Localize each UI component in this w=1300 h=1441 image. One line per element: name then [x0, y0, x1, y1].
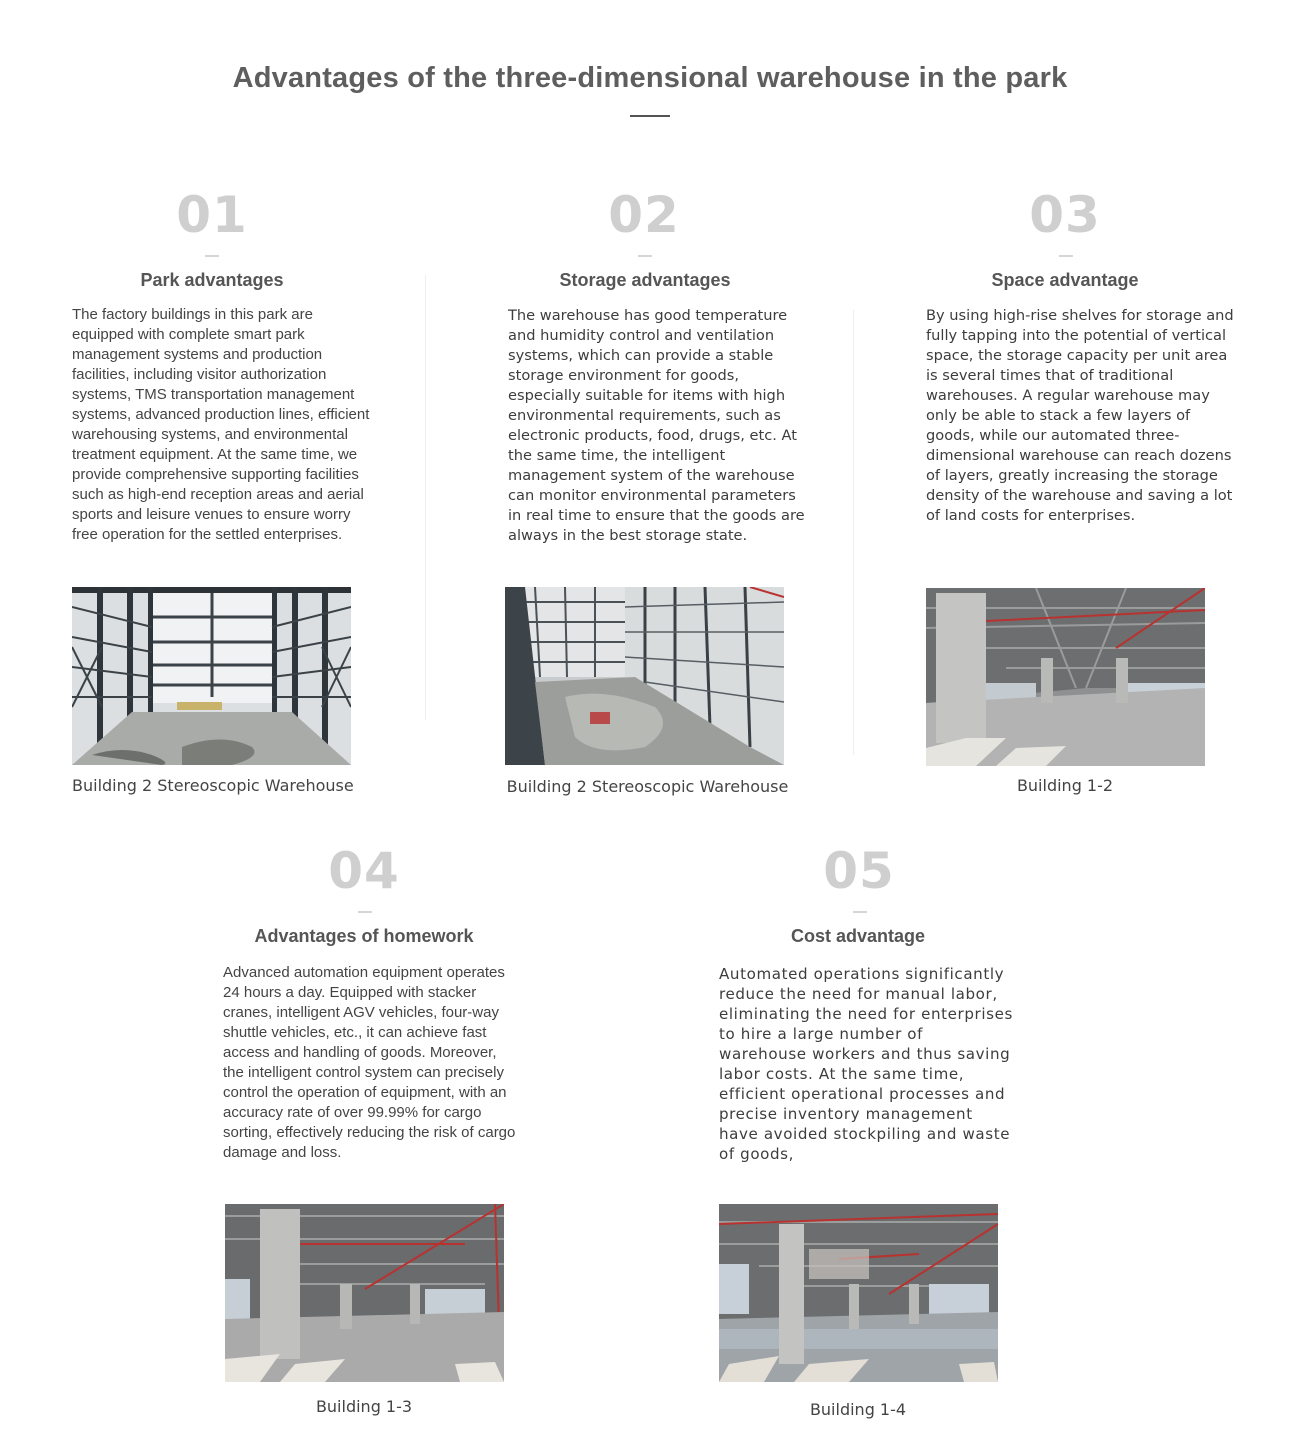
photo-caption: Building 2 Stereoscopic Warehouse: [506, 777, 789, 796]
number-divider: [205, 255, 219, 257]
warehouse-steel-frame-photo: [72, 587, 351, 765]
section-heading: Space advantage: [991, 270, 1139, 290]
photo-caption: Building 1-3: [315, 1397, 413, 1416]
section-number: 05: [823, 842, 895, 900]
section-heading: Park advantages: [140, 270, 284, 290]
concrete-floor-wet-photo: [719, 1204, 998, 1382]
section-heading: Storage advantages: [559, 270, 731, 290]
section-body: Automated operations significantly reduce the need for manual labor, eliminating the need for enterprises to hire a large number of warehouse workers and thus saving labor costs. At the same time, efficient operational processes and precise inventory management have avoided stockpiling and waste of goods,: [719, 965, 1013, 1163]
section-body: The warehouse has good temperature and humidity control and ventilation systems, which can provide a stable storage environment for goods, especially suitable for items with high environmental requirements, such as electronic products, food, drugs, etc. At the same time, the intelligent management system of the warehouse can monitor environmental parameters in real time to ensure that the goods are always in the best storage state.: [508, 307, 805, 544]
number-divider: [638, 255, 652, 257]
section-number: 03: [1029, 186, 1101, 244]
section-number: 02: [608, 186, 680, 244]
section-number: 01: [176, 186, 248, 244]
title-divider: [630, 115, 670, 117]
section-body: Advanced automation equipment operates 24 hours a day. Equipped with stacker cranes, intelligent AGV vehicles, four-way shuttle vehicles, etc., it can achieve fast access and handling of goods. Moreover, the intelligent control system can precisely control the operation of equipment, with an accuracy rate of over 99.99% for cargo sorting, effectively reducing the risk of cargo damage and loss.: [223, 964, 516, 1161]
column-divider: [853, 310, 854, 755]
column-divider: [425, 275, 426, 720]
section-body: By using high-rise shelves for storage and fully tapping into the potential of vertical space, the storage capacity per unit area is several times that of traditional warehouses. A regular warehouse may only be able to stack a few layers of goods, while our automated three-dimensional warehouse can reach dozens of layers, greatly increasing the storage density of the warehouse and saving a lot of land costs for enterprises.: [926, 307, 1234, 524]
number-divider: [853, 911, 867, 913]
warehouse-interior-photo: [505, 587, 784, 765]
section-number: 04: [328, 842, 400, 900]
section-heading: Cost advantage: [790, 926, 926, 946]
section-body: The factory buildings in this park are equipped with complete smart park management systems and production facilities, including visitor authorization systems, TMS transportation management systems, advanced production lines, efficient warehousing systems, and environmental treatment equipment. At the same time, we provide comprehensive supporting facilities such as high-end reception areas and aerial sports and leisure venues to ensure worry free operation for the settled enterprises.: [72, 306, 370, 543]
photo-caption: Building 1-2: [1016, 776, 1114, 795]
photo-caption: Building 1-4: [809, 1400, 907, 1419]
number-divider: [1059, 255, 1073, 257]
photo-caption: Building 2 Stereoscopic Warehouse: [72, 776, 354, 795]
concrete-floor-photo: [926, 588, 1205, 766]
page-title: Advantages of the three-dimensional warehouse in the park: [232, 62, 1068, 94]
number-divider: [358, 911, 372, 913]
concrete-floor-photo: [225, 1204, 504, 1382]
section-heading: Advantages of homework: [254, 926, 474, 946]
